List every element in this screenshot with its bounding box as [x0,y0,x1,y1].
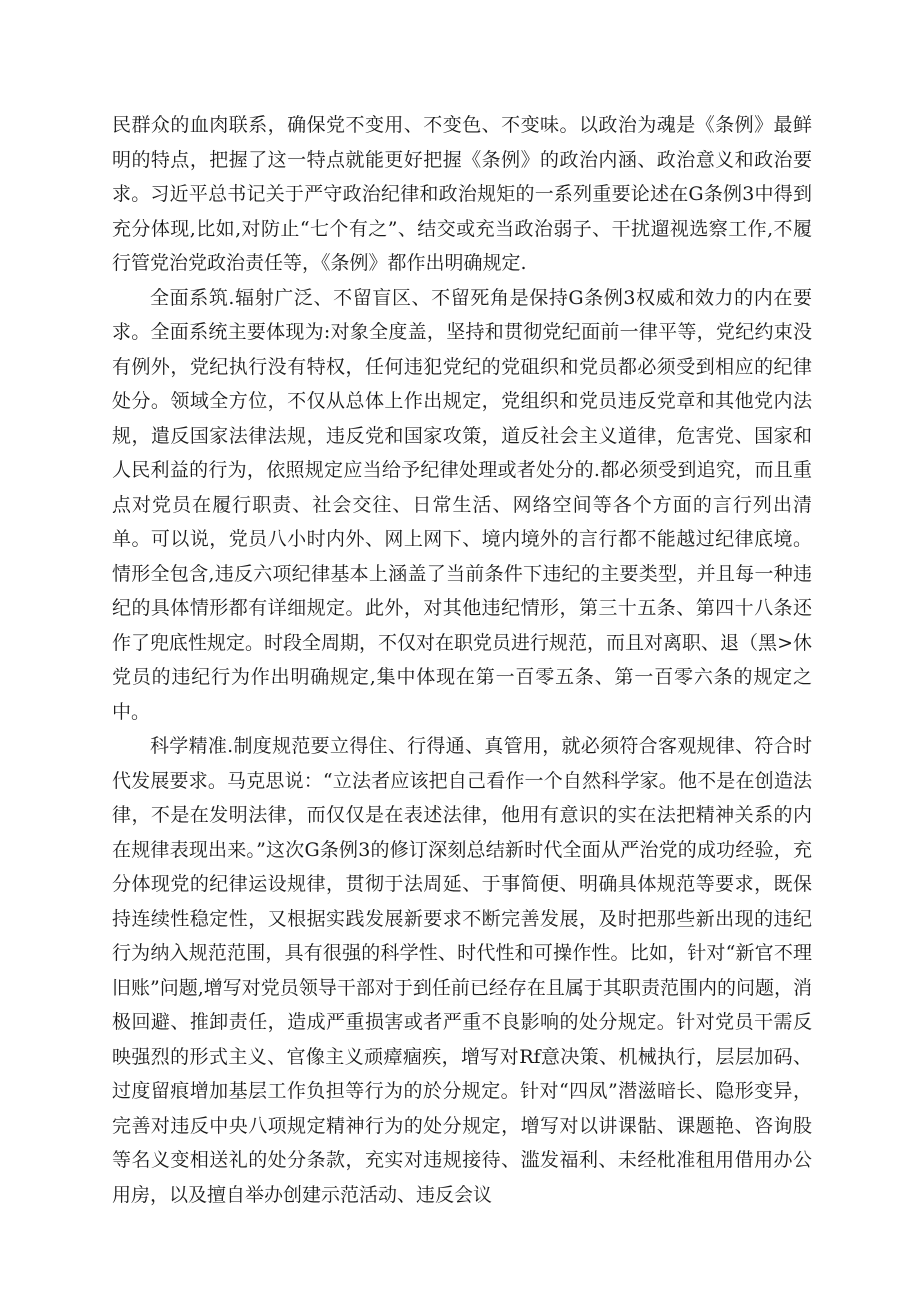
paragraph-scientific-precision: 科学精准.制度规范要立得住、行得通、真管用，就必须符合客观规律、符合时代发展要求。马克思说：“立法者应该把自己看作一个自然科学家。他不是在创造法律，不是在发明法律，而仅仅是在表述法律，他用有意识的实在法把精神关系的内在规律表现出来。”这次G条例3的修订深刻总结新时代全面从严治党的成功经验，充分体现党的纪律运设规律，贯彻于法周延、于事简便、明确具体规范等要求，既保持连续性稳定性，又根据实践发展新要求不断完善发展，及时把那些新出现的违纪行为纳入规范范围，具有很强的科学性、时代性和可操作性。比如，针对“新官不理旧账”问题,增写对党员领导干部对于到任前已经存在且属于其职责范围内的问题，消极回避、推卸责任，造成严重损害或者严重不良影响的处分规定。针对党员干需反映强烈的形式主义、官像主义顽瘴痼疾，增写对Rf意决策、机械执行，层层加码、过度留痕增加基层工作负担等行为的於分规定。针对“四凤”潜滋暗长、隐形变异，完善对违反中央八项规定精神行为的处分规定，增写对以讲课骷、课题艳、咨询股等名义变相送礼的处分条款，充实对违规接待、滥发福利、未经枇准租用借用办公用房，以及擅自举办创建示范活动、违反会议 [112,735,812,1206]
paragraph-continuation: 民群众的血肉联系，确保党不变用、不变色、不变味。以政治为魂是《条例》最鲜明的特点，把握了这一特点就能更好把握《条例》的政治内涵、政治意义和政治要求。习近平总书记关于严守政治纪律和政治规矩的一系列重要论述在G条例3中得到充分体现,比如,对防止“七个有之”、结交或充当政治弱子、干扰遛视选察工作,不履行管党治党政治责任等，《条例》都作出明确规定. [112,114,812,274]
document-body [112,108,812,1212]
paragraph-comprehensive-system: 全面系筑.辐射广泛、不留盲区、不留死角是保持G条例3权威和效力的内在要求。全面系统主要体现为:对象全度盖，坚持和贯彻党纪面前一律平等，党纪约束没有例外，党纪执行没有特权，任何违犯党纪的党砠织和党员都必须受到相应的纪律处分。领域全方位，不仅从总体上作出规定，党组织和党员违反党章和其他党内法规，遣反国家法律法规，违反党和国家攻策，道反社会主义道律，危害党、国家和人民利益的行为，依照规定应当给予纪律处理或者处分的.都必须受到追究，而且重点对党员在履行职责、社会交往、日常生活、网络空间等各个方面的言行列出清单。可以说，党员八小时内外、网上网下、境内境外的言行都不能越过纪律底境。情形全包含,违反六项纪律基本上涵盖了当前条件下违纪的主要类型，并且每一种违纪的具体情形都有详细规定。此外，对其他违纪情形，第三十五条、第四十八条还作了兜底性规定。时段全周期，不仅对在职党员进行规范，而且对离职、退（黑>休党员的违纪行为作出明确规定,集中体现在第一百零五条、第一百零六条的规定之中。 [112,286,812,723]
